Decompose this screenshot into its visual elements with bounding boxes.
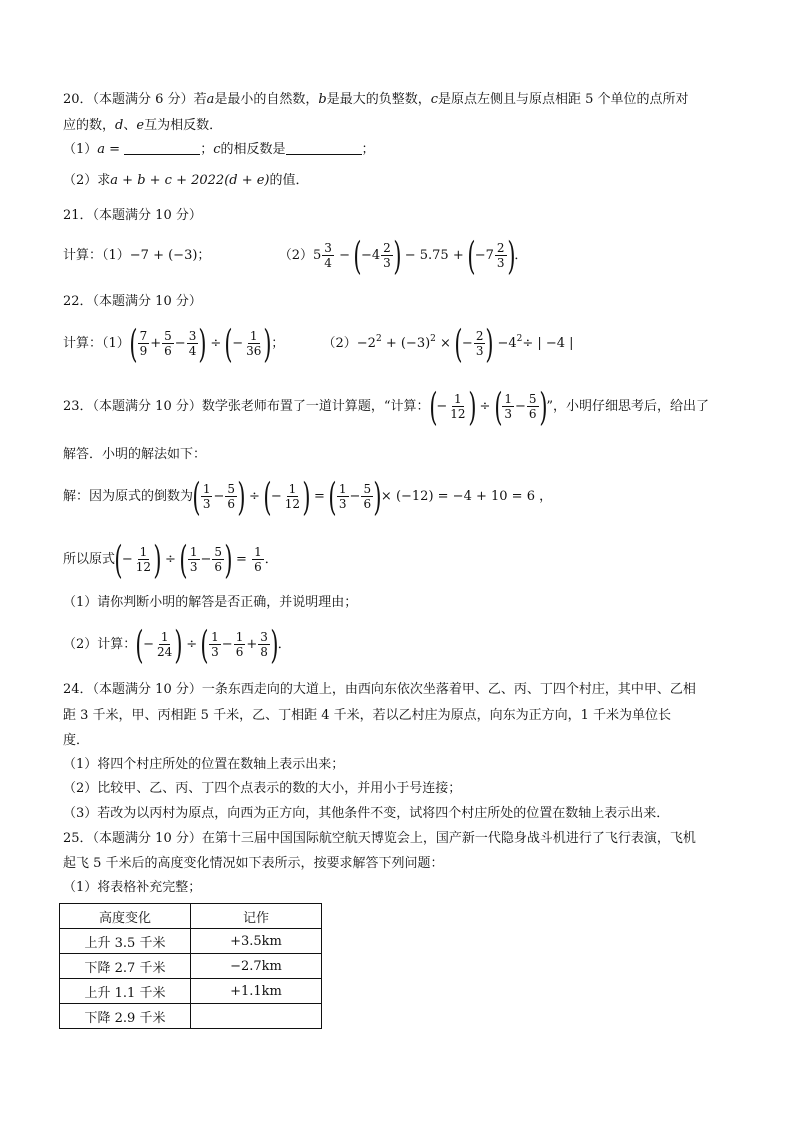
paren: ) — [153, 537, 162, 582]
table-row — [60, 979, 322, 1004]
table-row — [60, 1004, 322, 1029]
fraction: $\frac{2}{3}$ — [383, 241, 391, 270]
q20-part1 — [63, 140, 375, 160]
fraction: $\frac{1}{3}$ — [504, 392, 512, 421]
table-cell: 下降 2.9 千米 — [60, 1004, 191, 1029]
text: 解答．小明的解法如下： — [63, 447, 207, 462]
expr: −7 + (−3) — [129, 248, 198, 263]
paren: ) — [237, 474, 246, 519]
fraction: $\frac{1}{36}$ — [246, 329, 262, 358]
text: （3）若改为以丙村为原点，向西为正方向，其他条件不变，试将四个村庄所处的位置在数轴上表示出来． — [63, 806, 670, 821]
var-c: c — [213, 142, 221, 157]
text: 24．（本题满分 10 分）一条东西走向的大道上，由西向东依次坐落着甲、乙、丙、丁四个村庄，其中甲、乙相 — [63, 682, 696, 697]
fraction: $\frac{1}{24}$ — [157, 630, 173, 659]
op: × — [440, 336, 451, 351]
text: 是最小的自然数， — [214, 92, 319, 107]
fraction: $\frac{3}{4}$ — [188, 329, 197, 358]
part-label: （2） — [278, 248, 313, 263]
text: 解：因为原式的倒数为 — [63, 489, 194, 504]
var-b: b — [318, 92, 327, 107]
q24-line1 — [63, 680, 696, 700]
paren: ) — [302, 474, 311, 519]
fraction: $\frac{1}{6}$ — [254, 545, 262, 574]
fraction: $\frac{3}{4}$ — [324, 241, 332, 270]
paren: ) — [538, 384, 548, 429]
q24-part2 — [63, 779, 461, 799]
fraction: $\frac{1}{3}$ — [338, 482, 347, 511]
paren: ( — [129, 321, 138, 366]
num: −7 — [474, 248, 494, 263]
paren: ( — [493, 384, 503, 429]
table-cell: −2.7km — [191, 954, 322, 979]
paren: ( — [192, 474, 201, 519]
paren: ) — [270, 622, 279, 667]
text: （2）比较甲、乙、丙、丁四个点表示的数的大小，并用小于号连接； — [63, 781, 462, 796]
q24-line3 — [63, 731, 89, 751]
text: 应的数， — [63, 118, 116, 133]
q23-part2 — [63, 622, 291, 667]
fraction: $\frac{1}{12}$ — [135, 545, 152, 574]
text: ； — [361, 142, 375, 157]
heading: 22．（本题满分 10 分） — [63, 294, 202, 309]
heading: 23．（本题满分 10 分）数学张老师布置了一道计算题，“计算： — [63, 399, 430, 414]
q25-line2 — [63, 854, 444, 874]
paren: ( — [454, 321, 463, 366]
q23-line2 — [63, 445, 206, 465]
table-row — [60, 954, 322, 979]
paren: ( — [428, 384, 437, 429]
fraction: $\frac{1}{3}$ — [202, 482, 211, 511]
expr: a + b + c + 2022(d + e) — [110, 173, 270, 188]
op: − — [349, 489, 361, 504]
expr: ÷ | −4 | — [522, 336, 574, 351]
text: 25．（本题满分 10 分）在第十三届中国国际航空航天博览会上，国产新一代隐身战斗机进行了飞行表演，飞机 — [63, 831, 696, 846]
fraction: $\frac{1}{3}$ — [211, 630, 219, 659]
paren: ) — [393, 233, 402, 278]
text: ． — [514, 248, 528, 263]
table-row — [60, 929, 322, 954]
q23-so — [63, 537, 278, 582]
op: − — [270, 489, 282, 504]
q20-line2 — [63, 116, 222, 136]
table-cell: 上升 1.1 千米 — [60, 979, 191, 1004]
num: −4 — [360, 248, 381, 263]
op: ÷ — [210, 336, 222, 351]
op: − — [461, 336, 473, 351]
text: ． — [264, 552, 278, 567]
text: 起飞 5 千米后的高度变化情况如下表所示，按要求解答下列问题： — [63, 856, 444, 871]
table-header: 高度变化 — [60, 904, 191, 929]
paren: ( — [467, 233, 476, 278]
q24-part3 — [63, 804, 669, 824]
text: 所以原式 — [63, 552, 116, 567]
text: 的相反数是 — [220, 142, 286, 157]
paren: ( — [263, 474, 272, 519]
op: − — [515, 399, 526, 414]
q22-calc: 计算：（1）( $\frac{7}{9}$ + $\frac{5}{6}$ − $\frac{3}{4}$ ) ÷ (− $\frac{1}{36}$ )； $(2)-2^2 + (-3)^2$ × (− $\frac{2}{3}$ ) $-4^2\div$ | −4 | — [63, 321, 574, 366]
fraction: $\frac{5}{6}$ — [528, 392, 537, 421]
q24-part1 — [63, 755, 344, 775]
table-cell: 下降 2.7 千米 — [60, 954, 191, 979]
text: 度． — [63, 733, 90, 748]
var-d: d — [115, 118, 124, 133]
q20-line1 — [63, 90, 689, 110]
paren: ( — [135, 622, 144, 667]
op: + — [246, 637, 258, 652]
op: ÷ — [479, 399, 491, 414]
text: （2）计算： — [63, 637, 137, 652]
paren: ) — [174, 622, 183, 667]
text: ； — [271, 336, 285, 351]
fraction: $\frac{1}{3}$ — [189, 545, 198, 574]
q25-line1 — [63, 829, 696, 849]
paren: ) — [506, 233, 515, 278]
op: − — [143, 637, 155, 652]
fraction: $\frac{5}{6}$ — [227, 482, 236, 511]
table-header: 记作 — [191, 904, 322, 929]
text: 的值． — [269, 173, 309, 188]
fraction: $\frac{5}{6}$ — [214, 545, 223, 574]
table-answer-cell[interactable] — [191, 1004, 322, 1029]
var-e: e — [136, 118, 145, 133]
fraction: $\frac{7}{9}$ — [139, 329, 148, 358]
expr: −4 — [497, 336, 517, 351]
heading: 21．（本题满分 10 分） — [63, 208, 202, 223]
var-a: a — [206, 92, 215, 107]
q21-calc — [63, 233, 528, 278]
paren: ( — [224, 321, 233, 366]
text: （1）请你判断小明的解答是否正确，并说明理由； — [63, 595, 358, 610]
text: 、 — [123, 118, 137, 133]
expr: − 5.75 + — [404, 248, 464, 263]
expr: + (−3) — [385, 336, 431, 351]
op: − — [221, 637, 233, 652]
table-cell: 上升 3.5 千米 — [60, 929, 191, 954]
paren: ( — [328, 474, 337, 519]
text: （1）将表格补充完整； — [63, 880, 202, 895]
paren: ( — [200, 622, 209, 667]
q25-part1 — [63, 878, 201, 898]
table-header-row — [60, 904, 322, 929]
fraction: $\frac{3}{8}$ — [260, 630, 268, 659]
part-label: （2） — [322, 336, 357, 351]
q23-line1 — [63, 384, 710, 429]
q20-head: 20．（本题满分 6 分）若 — [63, 92, 207, 107]
text: 距 3 千米，甲、丙相距 5 千米，乙、丁相距 4 千米，若以乙村庄为原点，向东为正方向，1 千米为单位长 — [63, 708, 672, 723]
text: ； — [197, 248, 211, 263]
fraction: $\frac{1}{12}$ — [450, 392, 466, 421]
paren: ) — [224, 537, 233, 582]
op: − — [213, 489, 225, 504]
text: 计算：（1） — [63, 248, 130, 263]
text: ； — [200, 142, 214, 157]
q22-head — [63, 292, 202, 312]
q20-part2 — [63, 171, 309, 191]
op: − — [200, 552, 212, 567]
text: 是最大的负整数， — [326, 92, 431, 107]
op: ÷ — [249, 489, 260, 504]
q21-head — [63, 206, 202, 226]
op: − — [174, 336, 186, 351]
table-cell: +1.1km — [191, 979, 322, 1004]
fraction: $\frac{5}{6}$ — [363, 482, 372, 511]
op: = — [236, 552, 247, 567]
text: （1）将四个村庄所处的位置在数轴上表示出来； — [63, 757, 345, 772]
fraction: $\frac{1}{12}$ — [284, 482, 301, 511]
expr: −2 — [356, 336, 376, 351]
text: 互为相反数． — [144, 118, 223, 133]
altitude-table — [59, 903, 322, 1029]
q24-line2 — [63, 706, 671, 726]
paren: ) — [467, 384, 477, 429]
fraction: $\frac{2}{3}$ — [496, 241, 505, 270]
fraction: $\frac{5}{6}$ — [164, 329, 172, 358]
answer-blank[interactable] — [286, 140, 362, 155]
answer-blank[interactable] — [124, 140, 200, 155]
q23-part1 — [63, 593, 357, 613]
op: − — [339, 248, 350, 263]
op: − — [232, 336, 244, 351]
text: ． — [277, 637, 291, 652]
fraction: $\frac{1}{6}$ — [235, 630, 244, 659]
op: ÷ — [186, 637, 198, 652]
op: ÷ — [165, 552, 176, 567]
var-c: c — [430, 92, 438, 107]
q23-solution — [63, 474, 553, 519]
paren: ) — [263, 321, 272, 366]
part-label: （2）求 — [63, 173, 111, 188]
expr: a = — [97, 142, 121, 157]
text: 是原点左侧且与原点相距 5 个单位的点所对 — [437, 92, 689, 107]
paren: ) — [485, 321, 494, 366]
op: = — [314, 489, 325, 504]
part-label: （1） — [63, 142, 98, 157]
op: − — [436, 399, 448, 414]
op: + — [150, 336, 162, 351]
op: − — [121, 552, 133, 567]
paren: ( — [353, 233, 362, 278]
num: 5 — [313, 248, 322, 263]
text: 计算：（1） — [63, 336, 130, 351]
fraction: $\frac{2}{3}$ — [475, 329, 484, 358]
expr: × (−12) = −4 + 10 = 6 ， — [380, 489, 553, 504]
paren: ( — [179, 537, 188, 582]
paren: ( — [114, 537, 123, 582]
paren: ) — [198, 321, 207, 366]
text: ”，小明仔细思考后，给出了 — [546, 399, 710, 414]
table-cell: +3.5km — [191, 929, 322, 954]
paren: ) — [373, 474, 382, 519]
